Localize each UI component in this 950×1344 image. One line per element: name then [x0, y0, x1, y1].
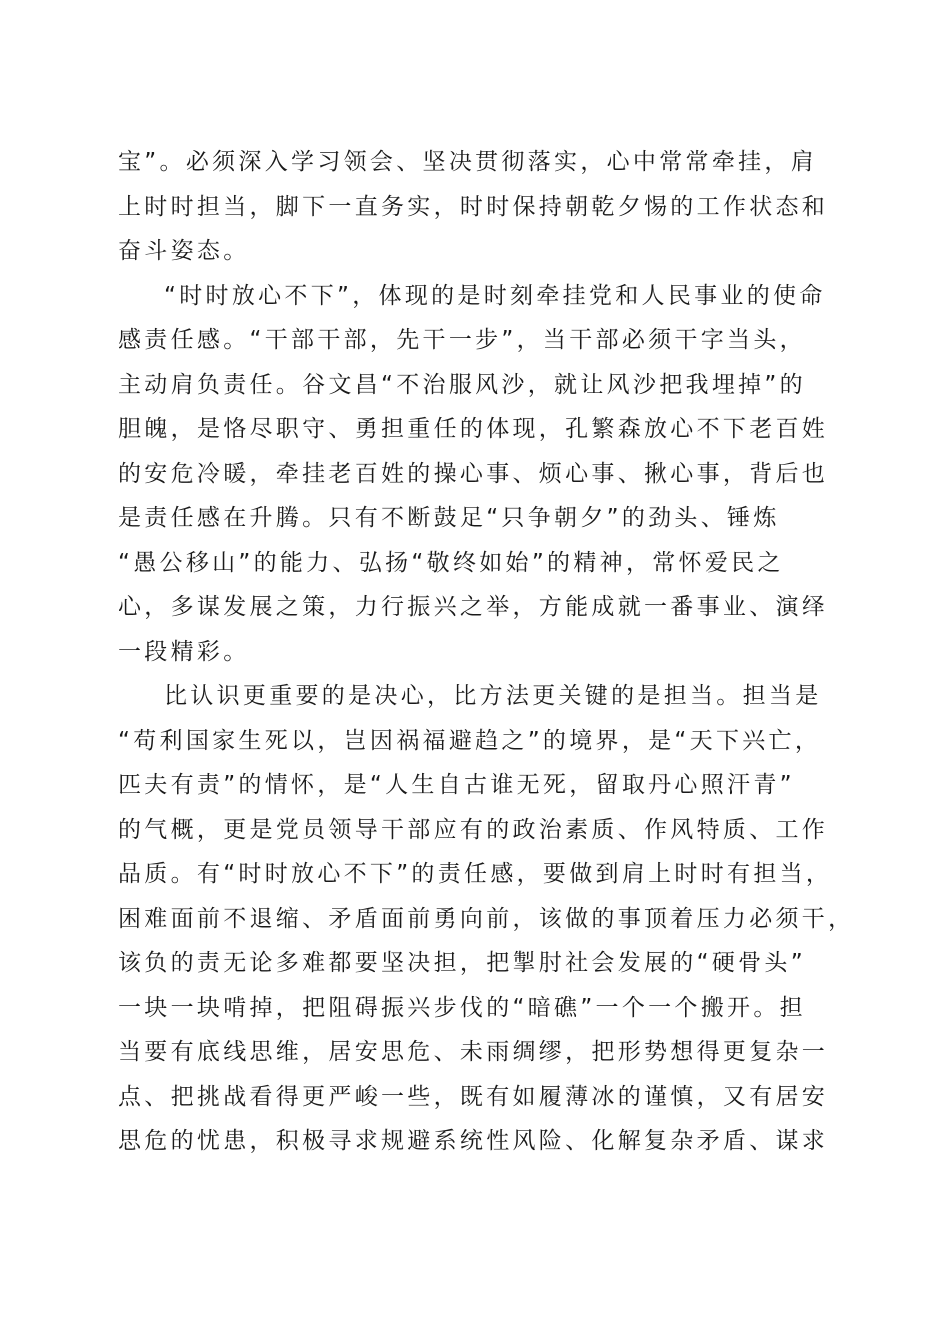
text-line: “苟利国家生死以，岂因祸福避趋之”的境界，是“天下兴亡，	[118, 727, 822, 754]
text-line: 当要有底线思维，居安思危、未雨绸缪，把形势想得更复杂一	[118, 1039, 829, 1065]
paragraph-start-line: 比认识更重要的是决心，比方法更关键的是担当。担当是	[164, 683, 822, 709]
text-line: 是责任感在升腾。只有不断鼓足“只争朝夕”的劲头、锤炼	[118, 505, 780, 531]
text-line: 一段精彩。	[118, 638, 250, 665]
text-line: 感责任感。“干部干部，先干一步”，当干部必须干字当头，	[118, 327, 806, 353]
paragraph-start-line: “时时放心不下”，体现的是时刻牵挂党和人民事业的使命	[164, 282, 826, 309]
text-line: 该负的责无论多难都要坚决担，把掣肘社会发展的“硬骨头”	[118, 950, 806, 976]
text-line: 奋斗姿态。	[118, 238, 250, 264]
text-line: 的气概，更是党员领导干部应有的政治素质、作风特质、工作	[118, 816, 829, 843]
text-line: 主动肩负责任。谷文昌“不治服风沙，就让风沙把我埋掉”的	[118, 371, 806, 398]
text-line: 点、把挑战看得更严峻一些，既有如履薄冰的谨慎，又有居安	[118, 1083, 829, 1110]
text-line: 上时时担当，脚下一直务实，时时保持朝乾夕惕的工作状态和	[118, 193, 829, 220]
text-line: 宝”。必须深入学习领会、坚决贯彻落实，心中常常牵挂，肩	[118, 149, 818, 175]
text-line: 胆魄，是恪尽职守、勇担重任的体现，孔繁森放心不下老百姓	[118, 416, 829, 442]
text-line: 困难面前不退缩、矛盾面前勇向前，该做的事顶着压力必须干，	[118, 905, 855, 932]
text-line: 匹夫有责”的情怀，是“人生自古谁无死，留取丹心照汗青”	[118, 772, 795, 798]
text-line: 品质。有“时时放心不下”的责任感，要做到肩上时时有担当，	[118, 861, 833, 887]
text-line: “愚公移山”的能力、弘扬“敬终如始”的精神，常怀爱民之	[118, 549, 784, 576]
text-line: 一块一块啃掉，把阻碍振兴步伐的“暗礁”一个一个搬开。担	[118, 994, 806, 1021]
text-line: 思危的忧患，积极寻求规避系统性风险、化解复杂矛盾、谋求	[118, 1128, 829, 1154]
text-line: 心，多谋发展之策，力行振兴之举，方能成就一番事业、演绎	[118, 594, 829, 620]
text-line: 的安危冷暖，牵挂老百姓的操心事、烦心事、揪心事，背后也	[118, 460, 829, 487]
